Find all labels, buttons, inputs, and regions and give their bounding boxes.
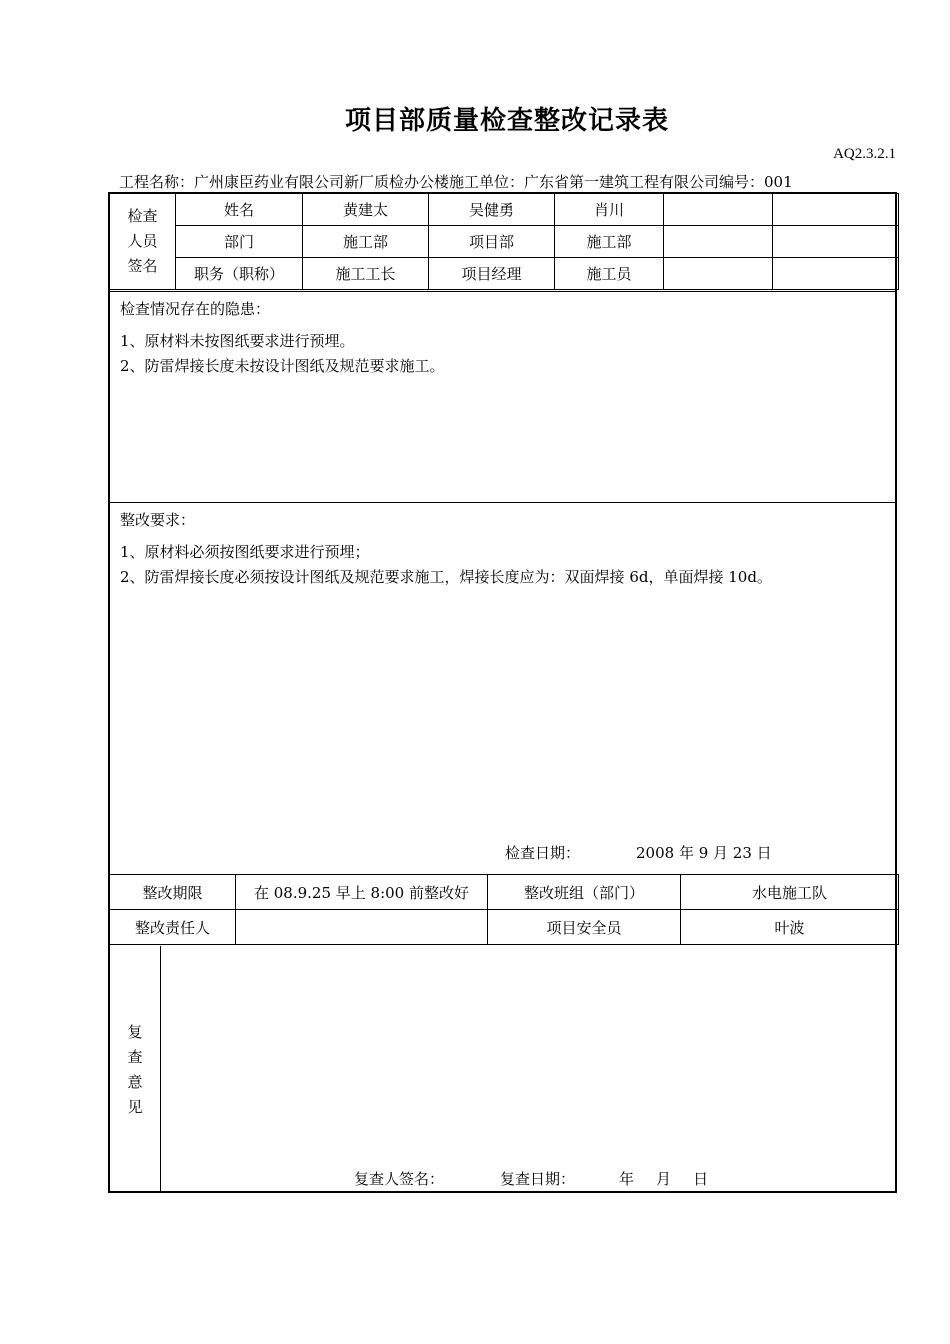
team-value[interactable]: 水电施工队	[681, 875, 899, 910]
review-day: 日	[693, 1170, 709, 1188]
safety-officer-value[interactable]: 叶波	[681, 910, 899, 945]
requirements-section[interactable]	[110, 502, 895, 874]
side-label-line: 复	[127, 1023, 143, 1041]
table-cell[interactable]: 施工部	[555, 226, 664, 258]
period-label: 整改期限	[110, 875, 236, 910]
side-label-line: 查	[127, 1048, 143, 1066]
form-frame	[108, 192, 897, 1193]
table-cell[interactable]	[773, 226, 899, 258]
team-label: 整改班组（部门）	[488, 875, 681, 910]
period-value[interactable]: 在 08.9.25 早上 8:00 前整改好	[236, 875, 488, 910]
side-label-line: 意	[127, 1073, 143, 1091]
form-code: AQ2.3.2.1	[833, 146, 896, 162]
hazards-section[interactable]	[110, 291, 895, 502]
inspectors-table	[109, 193, 899, 290]
hazard-item: 1、原材料未按图纸要求进行预埋。	[120, 332, 355, 350]
table-cell[interactable]: 施工工长	[303, 258, 429, 290]
responsible-label: 整改责任人	[110, 910, 236, 945]
requirement-item: 1、原材料必须按图纸要求进行预埋；	[120, 543, 370, 561]
requirements-heading: 整改要求：	[120, 511, 196, 529]
table-cell[interactable]: 黄建太	[303, 194, 429, 226]
table-cell: 职务（职称）	[176, 258, 303, 290]
review-date-label: 复查日期：	[500, 1170, 576, 1188]
table-cell[interactable]	[664, 226, 773, 258]
review-side-label	[110, 1020, 160, 1120]
deadline-row	[110, 875, 899, 910]
side-label-line: 签名	[127, 257, 158, 275]
requirement-item: 2、防雷焊接长度必须按设计图纸及规范要求施工，焊接长度应为：双面焊接 6d，单面焊接 10d。	[120, 568, 772, 586]
review-sign-line	[354, 1168, 708, 1189]
side-label-line: 见	[127, 1098, 143, 1116]
inspection-date-value[interactable]: 2008 年 9 月 23 日	[636, 844, 772, 862]
inspector-row-name	[110, 194, 899, 226]
inspector-row-department	[110, 226, 899, 258]
table-cell[interactable]: 施工部	[303, 226, 429, 258]
deadline-table	[109, 874, 899, 945]
review-year: 年	[619, 1170, 635, 1188]
inspector-row-title	[110, 258, 899, 290]
table-cell[interactable]	[664, 194, 773, 226]
hazard-item: 2、防雷焊接长度未按设计图纸及规范要求施工。	[120, 357, 445, 375]
responsible-value[interactable]	[236, 910, 488, 945]
table-cell[interactable]: 吴健勇	[429, 194, 555, 226]
table-cell[interactable]: 项目部	[429, 226, 555, 258]
table-cell: 部门	[176, 226, 303, 258]
table-cell[interactable]: 项目经理	[429, 258, 555, 290]
reviewer-signature-label: 复查人签名：	[354, 1170, 445, 1188]
table-cell[interactable]	[773, 194, 899, 226]
project-info-line: 工程名称：广州康臣药业有限公司新厂质检办公楼施工单位：广东省第一建筑工程有限公司编号：001	[119, 173, 793, 191]
table-cell[interactable]	[773, 258, 899, 290]
table-cell: 姓名	[176, 194, 303, 226]
inspection-date	[505, 842, 772, 863]
review-divider	[160, 946, 161, 1191]
table-cell[interactable]: 施工员	[555, 258, 664, 290]
table-cell[interactable]: 肖川	[555, 194, 664, 226]
safety-officer-label: 项目安全员	[488, 910, 681, 945]
review-month: 月	[656, 1170, 672, 1188]
inspectors-side-label	[110, 194, 176, 290]
side-label-line: 检查	[127, 207, 158, 225]
hazards-heading: 检查情况存在的隐患：	[120, 300, 271, 318]
side-label-line: 人员	[127, 232, 158, 250]
responsible-row	[110, 910, 899, 945]
table-cell[interactable]	[664, 258, 773, 290]
review-section[interactable]	[110, 946, 895, 1191]
inspection-date-label: 检查日期：	[505, 844, 581, 862]
form-title: 项目部质量检查整改记录表	[344, 106, 669, 136]
